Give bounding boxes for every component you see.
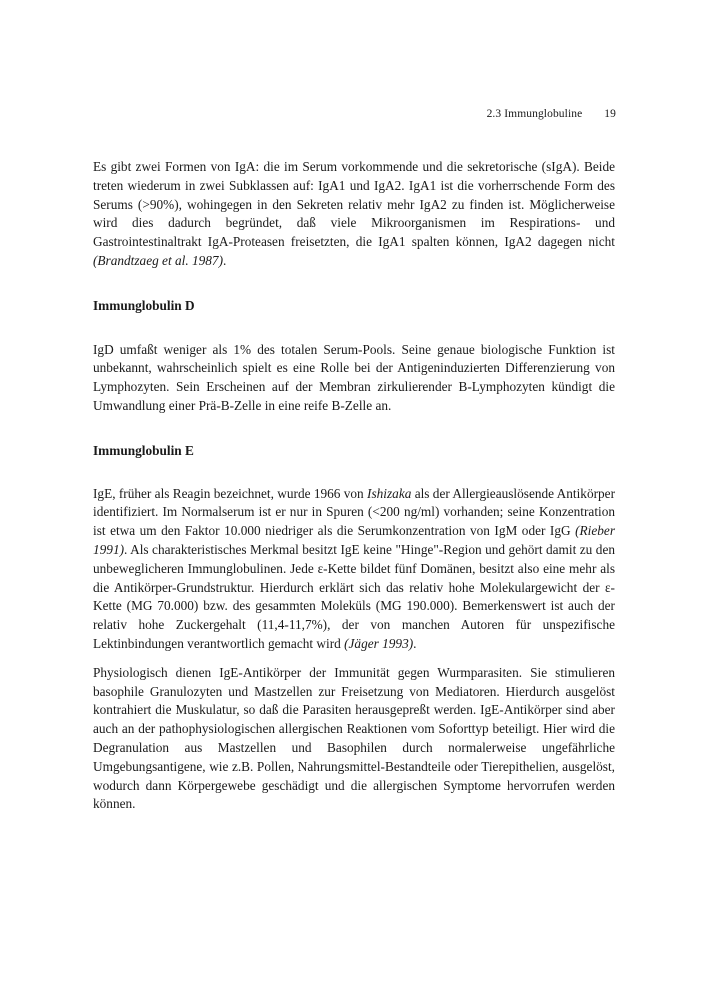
paragraph-ige-end: . xyxy=(413,635,417,651)
citation-rieber: (Rieber 1991) xyxy=(93,523,615,557)
paragraph-ige xyxy=(93,485,615,654)
paragraph-igd: IgD umfaßt weniger als 1% des totalen Serum-Pools. Seine genaue biologische Funktion ist unbekannt, wahrscheinlich spielt es eine Rolle bei der Antigeninduzierten Differenzierung von Lymphozyten. Sein Erscheinen auf der Membran zirkulierender B-Lymphozyten kündigt die Umwandlung einer Prä-B-Zelle in eine reife B-Zelle an. xyxy=(93,341,615,413)
paragraph-ige-part1: IgE, früher als Reagin bezeichnet, wurde 1966 von xyxy=(93,485,368,501)
paragraph-ige-function: Physiologisch dienen IgE-Antikörper der Immunität gegen Wurmparasiten. Sie stimulieren basophile Granulozyten und Mastzellen zur Freisetzung von Mediatoren. Hierdurch ausgelöst kontrahiert die Muskulatur, so daß die Parasiten herausgepreßt werden. IgE-Antikörper sind aber auch an der pathophysiologischen allergischen Reaktionen vom Soforttyp beteiligt. Hier wird die Degranulation aus Mastzellen und Basophilen durch normalerweise ungefährliche Umgebungsantigene, wie z.B. Pollen, Nahrungsmittel-Bestandteile oder Tierepithelien, ausgelöst, wodurch dann Körpergewebe geschädigt und die allergischen Symptome hervorrufen werden können. xyxy=(93,664,615,812)
paragraph-ige-part3: . Als charakteristisches Merkmal besitzt IgE keine "Hinge"-Region und gehört damit zu den unbeweglicheren Immunglobulinen. Jede ε-Kette bildet fünf Domänen, besitzt also eine mehr als die Antikörper-Grundstruktur. Hierdurch erklärt sich das relativ hohe Molekulargewicht der ε-Kette (MG 70.000) bzw. des gesammten Moleküls (MG 190.000). Bemerkenswert ist auch der relativ hohe Zuckergehalt (11,4-11,7%), der von manchen Autoren für unspezifische Lektinbindungen verantwortlich gemacht wird xyxy=(93,541,615,651)
paragraph-ige-part2: als der Allergieauslösende Antikörper identifiziert. Im Normalserum ist er nur in Spuren (<200 ng/ml) vorhanden; seine Konzentration ist etwa um den Faktor 10.000 niedriger als die Serumkonzentration von IgM oder IgG xyxy=(93,485,615,539)
citation-jaeger: (Jäger 1993) xyxy=(344,635,414,651)
heading-immunglobulin-d: Immunglobulin D xyxy=(93,297,195,313)
paragraph-iga-end: . xyxy=(223,252,227,268)
page-number: 19 xyxy=(604,108,616,120)
paragraph-iga xyxy=(93,158,615,271)
running-header xyxy=(487,108,616,120)
paragraph-iga-text: Es gibt zwei Formen von IgA: die im Serum vorkommende und die sekretorische (sIgA). Beide treten wiederum in zwei Subklassen auf: IgA1 und IgA2. IgA1 ist die vorherrschende Form des Serums (>90%), wohingegen in den Sekreten relativ mehr IgA2 zu finden ist. Möglicherweise wird dies dadurch begründet, daß viele Mikroorganismen im Respirations- und Gastrointestinaltrakt IgA-Proteasen freisetzten, die IgA1 spalten können, IgA2 dagegen nicht xyxy=(93,159,615,250)
page-body xyxy=(93,158,615,832)
author-ishizaka: Ishizaka xyxy=(367,485,412,501)
header-section-title: 2.3 Immunglobuline xyxy=(486,108,583,120)
citation-brandtzaeg: (Brandtzaeg et al. 1987) xyxy=(93,252,223,268)
heading-immunglobulin-e: Immunglobulin E xyxy=(93,442,194,458)
